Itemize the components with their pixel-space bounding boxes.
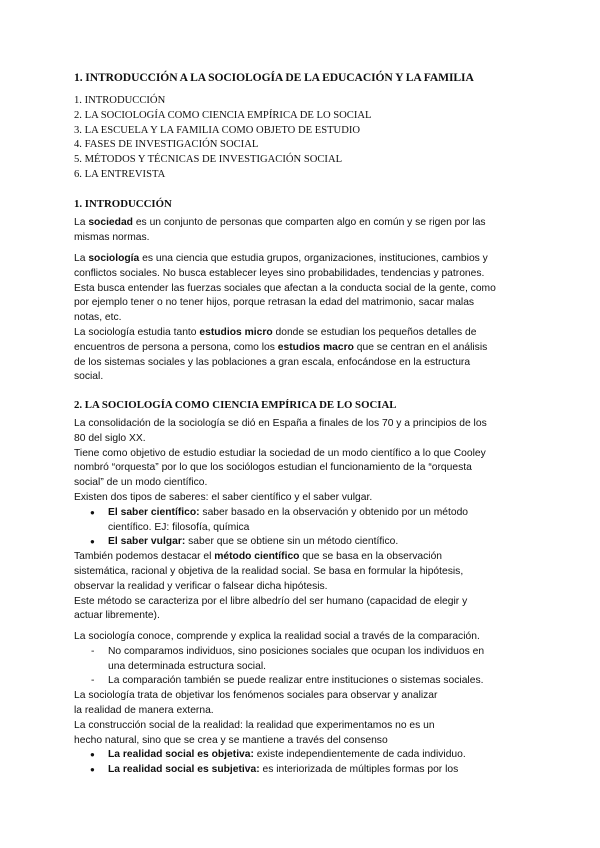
text: saber basado en la observación y obtenido por un método — [199, 506, 469, 518]
text: una determinada estructura social. — [108, 660, 266, 672]
list-item — [74, 645, 526, 675]
bold-term: El saber vulgar: — [108, 536, 186, 548]
paragraph-sociedad — [74, 216, 526, 246]
bullet-icon: ● — [90, 765, 95, 775]
text: social” de un modo científico. — [74, 477, 208, 489]
text: saber que se obtiene sin un método científico. — [185, 536, 399, 548]
text: existe independientemente de cada individuo. — [253, 749, 466, 761]
text: la realidad de manera externa. — [74, 704, 214, 716]
toc-item: 3. LA ESCUELA Y LA FAMILIA COMO OBJETO DE ESTUDIO — [74, 124, 361, 136]
toc-item: 2. LA SOCIOLOGÍA COMO CIENCIA EMPÍRICA DE LO SOCIAL — [74, 109, 372, 121]
bold-term: El saber científico: — [108, 506, 200, 518]
bold-term: estudios micro — [199, 326, 273, 338]
paragraph-sociologia — [74, 252, 526, 385]
section2-body — [74, 417, 526, 624]
text: Existen dos tipos de saberes: el saber científico y el saber vulgar. — [74, 491, 373, 503]
text: No comparamos individuos, sino posiciones sociales que ocupan los individuos en — [108, 645, 485, 657]
paragraph-comparacion — [74, 630, 526, 778]
table-of-contents — [74, 94, 372, 183]
text: Tiene como objetivo de estudio estudiar la sociedad de un modo científico a lo que Cooley — [74, 447, 486, 459]
bullet-icon: ● — [90, 537, 95, 547]
text: Esta busca entender las fuerzas sociales que afectan a la conducta social de la gente, como — [74, 282, 496, 294]
text: La construcción social de la realidad: la realidad que experimentamos no es un — [74, 719, 435, 731]
text: por ejemplo tener o no tener hijos, porque retrasan la edad del matrimonio, sacar malas — [74, 297, 475, 309]
text: notas, etc. — [74, 312, 122, 324]
text: Este método se caracteriza por el libre albedrío del ser humano (capacidad de elegir y — [74, 595, 468, 607]
text: También podemos destacar el — [74, 551, 215, 563]
text: que se basa en la observación — [299, 551, 443, 563]
text: es un conjunto de personas que comparten algo en común y se rigen por las — [132, 217, 486, 228]
toc-item: 4. FASES DE INVESTIGACIÓN SOCIAL — [74, 139, 259, 151]
text: que se centran en el análisis — [353, 341, 488, 353]
text: La consolidación de la sociología se dió en España a finales de los 70 y a principios de los — [74, 418, 487, 429]
bold-term: estudios macro — [277, 341, 354, 353]
bold-term: La realidad social es objetiva: — [108, 749, 254, 761]
section-heading-introduccion: 1. INTRODUCCIÓN — [74, 198, 172, 210]
dash-icon: - — [91, 675, 95, 687]
list-item — [74, 763, 526, 778]
text: observar la realidad y verificar o falsear dicha hipótesis. — [74, 580, 328, 592]
text: La — [74, 217, 89, 228]
bullet-icon: ● — [90, 507, 95, 517]
list-item — [74, 535, 526, 550]
text: es una ciencia que estudia grupos, organizaciones, instituciones, cambios y — [139, 253, 488, 264]
toc-item: 6. LA ENTREVISTA — [74, 168, 166, 180]
section-heading-sociologia-ciencia: 2. LA SOCIOLOGÍA COMO CIENCIA EMPÍRICA DE LO SOCIAL — [74, 399, 397, 411]
document-title: 1. INTRODUCCIÓN A LA SOCIOLOGÍA DE LA EDUCACIÓN Y LA FAMILIA — [74, 71, 474, 84]
text: científico. EJ: filosofía, química — [108, 521, 250, 533]
bold-term: sociedad — [88, 217, 133, 228]
toc-item: 1. INTRODUCCIÓN — [74, 95, 166, 106]
list-item — [74, 674, 526, 689]
text: de los sistemas sociales y las poblaciones a gran escala, enfocándose en la estructura — [74, 356, 471, 368]
text: conflictos sociales. No busca establecer leyes sino probabilidades, tendencias y patrones. — [74, 267, 485, 279]
text: social. — [74, 371, 104, 383]
text: mismas normas. — [74, 231, 150, 243]
list-item — [74, 506, 526, 536]
dash-icon: - — [91, 645, 95, 657]
text: nombró “orquesta” por lo que los sociólogos estudian el funcionamiento de la “orquesta — [74, 462, 472, 474]
bold-term: sociología — [88, 253, 140, 264]
text: La — [74, 253, 89, 264]
text: es interiorizada de múltiples formas por los — [259, 764, 459, 776]
bold-term: La realidad social es subjetiva: — [108, 764, 260, 776]
text: sistemática, racional y objetiva de la realidad social. Se basa en formular la hipótesis, — [74, 565, 464, 577]
text: La sociología conoce, comprende y explica la realidad social a través de la comparación. — [74, 631, 480, 642]
toc-item: 5. MÉTODOS Y TÉCNICAS DE INVESTIGACIÓN SOCIAL — [74, 154, 343, 166]
text: actuar libremente). — [74, 610, 160, 622]
text: encuentros de persona a persona, como los — [74, 341, 278, 353]
text: 80 del siglo XX. — [74, 432, 146, 444]
text: La sociología trata de objetivar los fenómenos sociales para observar y analizar — [74, 690, 438, 702]
text: La comparación también se puede realizar entre instituciones o sistemas sociales. — [108, 675, 484, 687]
bullet-icon: ● — [90, 750, 95, 760]
bold-term: método científico — [214, 551, 300, 563]
text: La sociología estudia tanto — [74, 326, 200, 338]
list-item — [74, 748, 526, 763]
text: donde se estudian los pequeños detalles de — [272, 326, 477, 338]
text: hecho natural, sino que se crea y se mantiene a través del consenso — [74, 734, 388, 746]
